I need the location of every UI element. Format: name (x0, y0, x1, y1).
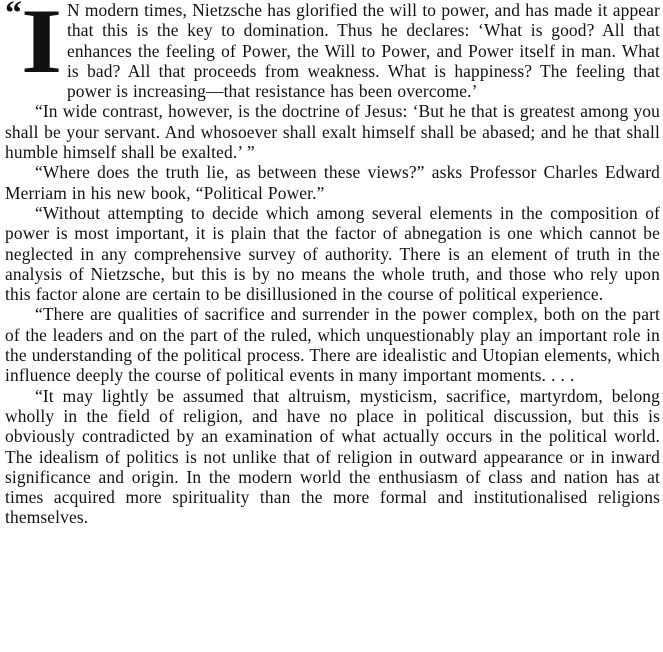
article-paragraph-4: “Without attempting to decide which among several elements in the composition of power is most important, it is plain that the factor of abnegation is one which cannot be neglected in any comprehensive survey of authority. There is an element of truth in the analysis of Nietzsche, but this is by no means the whole truth, and those who rely upon this factor alone are certain to be disillusioned in the course of political experience. (5, 202, 660, 305)
article-paragraph-5: “There are qualities of sacrifice and surrender in the power complex, both on the part of the leaders and on the part of the ruled, which unquestionably play an important role in the understanding of the political process. There are idealistic and Utopian elements, which influence deeply the course of political events in many important moments. . . . (5, 304, 660, 386)
opening-quote-mark: “ (5, 0, 19, 32)
article-paragraph-6: “It may lightly be assumed that altruism, mysticism, sacrifice, martyrdom, belong wholly in the field of religion, and have no place in political discussion, but this is obviously contradicted by an examination of what actually occurs in the political world. The idealism of politics is not unlike that of religion in outward appearance or in inward significance and origin. In the modern world the enthusiasm of class and nation has at times acquired more spirituality than the more formal and institutionalised religions themselves. (5, 385, 660, 528)
article-paragraph-3: “Where does the truth lie, as between these views?” asks Professor Charles Edward Merriam in his new book, “Political Power.” (5, 162, 660, 203)
paragraph-text: N modern times, Nietzsche has glorified the will to power, and has made it appear that this is the key to domination. Thus he declares: ‘What is good? All that enhances the feeling of Power, the Will to Power, and Power itself in man. What is bad? All that proceeds from weakness. What is happiness? The feeling that power is increasing—that resistance has been overcome.’ (66, 0, 660, 102)
article-paragraph-1 (5, 0, 660, 101)
drop-cap-letter: I (21, 0, 63, 92)
article-paragraph-2: “In wide contrast, however, is the doctrine of Jesus: ‘But he that is greatest among you shall be your servant. And whosoever shall exalt himself shall be abased; and he that shall humble himself shall be exalted.’ ” (5, 101, 660, 163)
article-body (5, 0, 660, 528)
